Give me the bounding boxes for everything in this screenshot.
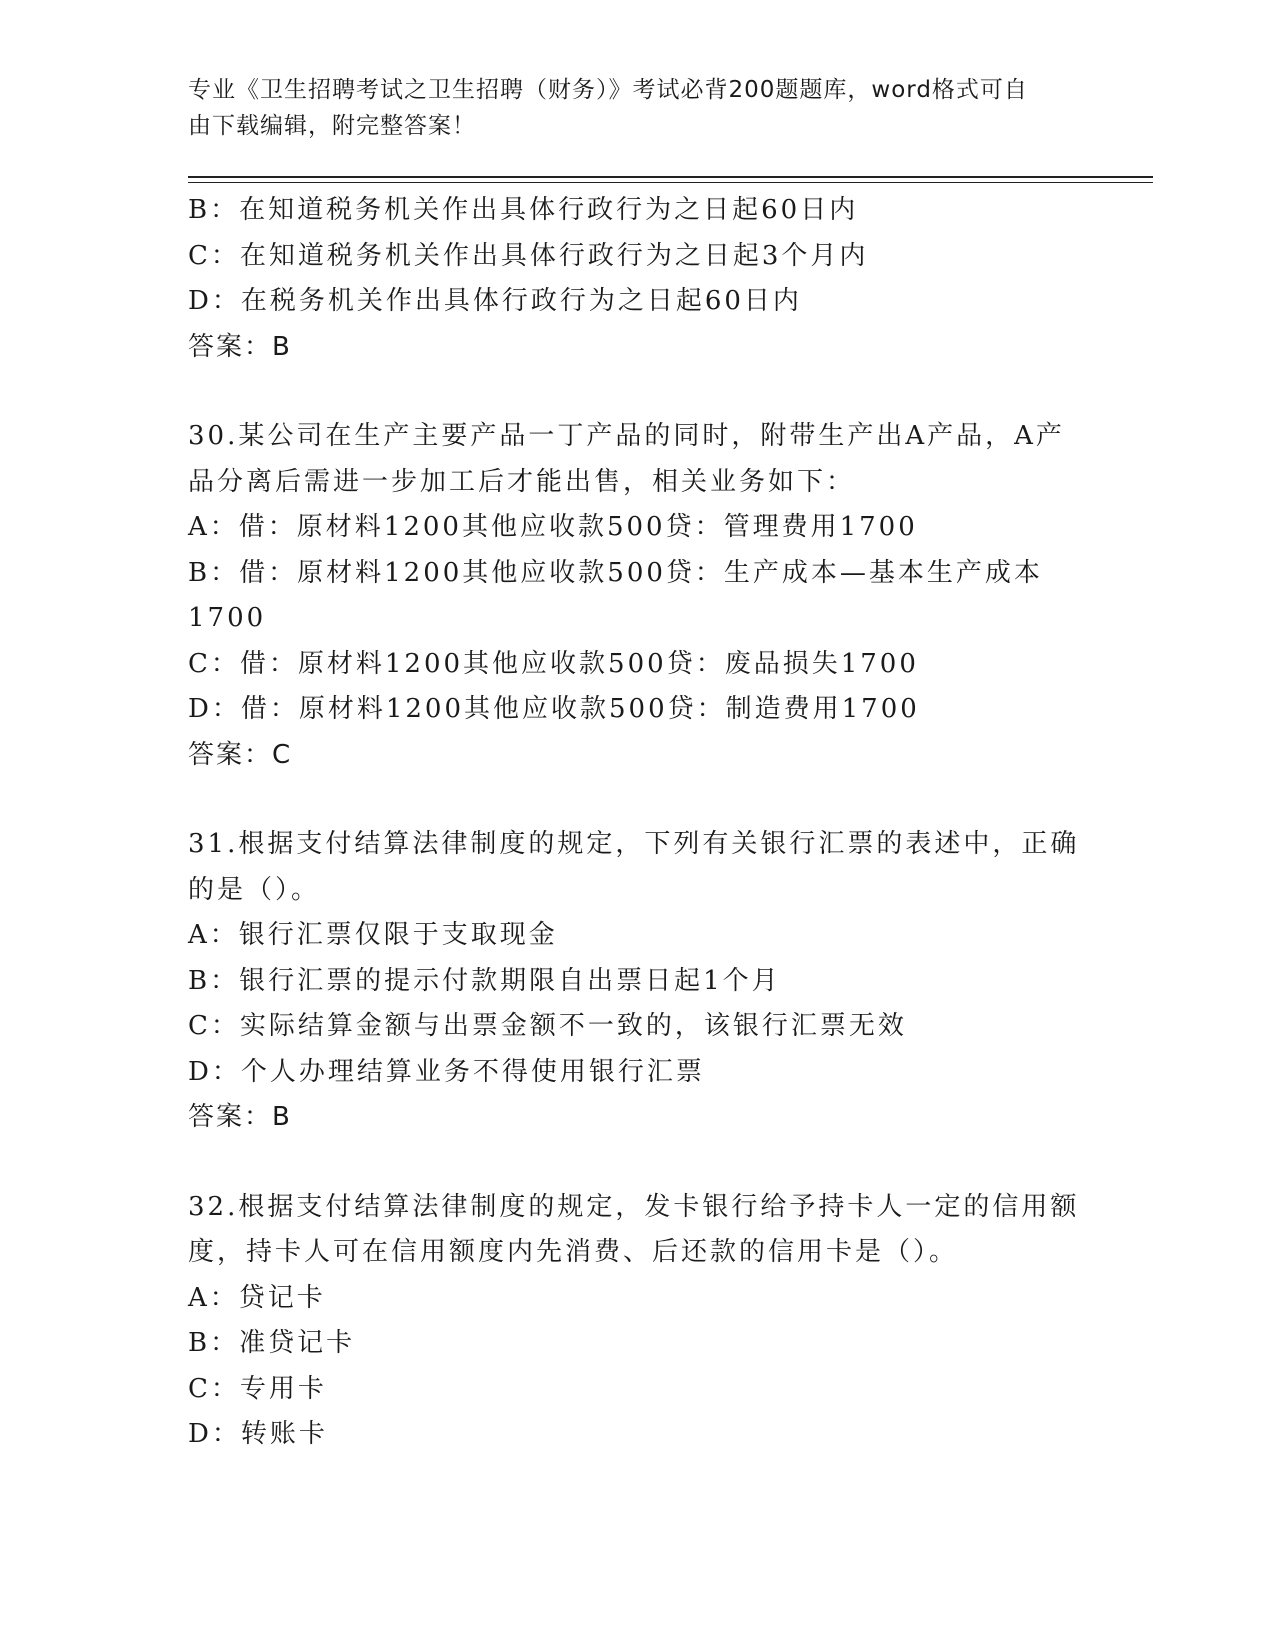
question-stem-continued: 度，持卡人可在信用额度内先消费、后还款的信用卡是（）。 xyxy=(188,1237,959,1267)
answer-line: 答案：B xyxy=(188,331,292,362)
question-29 xyxy=(188,188,1088,370)
option-b: B：银行汇票的提示付款期限自出票日起1个月 xyxy=(188,965,781,996)
question-stem: 31.根据支付结算法律制度的规定，下列有关银行汇票的表述中，正确 xyxy=(188,829,1080,859)
option-b: B：在知道税务机关作出具体行政行为之日起60日内 xyxy=(188,195,859,225)
question-stem-continued: 的是（）。 xyxy=(188,874,321,905)
answer-line: 答案：C xyxy=(188,739,293,770)
spacer xyxy=(188,370,1088,414)
answer-line: 答案：B xyxy=(188,1102,292,1132)
question-stem: 32.根据支付结算法律制度的规定，发卡银行给予持卡人一定的信用额 xyxy=(188,1191,1080,1222)
option-d: D：转账卡 xyxy=(188,1419,328,1449)
document-header xyxy=(188,72,1068,144)
question-31 xyxy=(188,822,1088,1141)
option-a: A：银行汇票仅限于支取现金 xyxy=(188,920,558,950)
header-divider-thin xyxy=(188,182,1153,183)
option-c: C：借：原材料1200其他应收款500贷：废品损失1700 xyxy=(188,648,919,679)
option-b: B：借：原材料1200其他应收款500贷：生产成本—基本生产成本 xyxy=(188,557,1043,588)
question-list xyxy=(188,188,1088,1458)
option-d: D：借：原材料1200其他应收款500贷：制造费用1700 xyxy=(188,694,920,724)
question-32 xyxy=(188,1185,1088,1458)
option-c: C：在知道税务机关作出具体行政行为之日起3个月内 xyxy=(188,240,869,271)
option-b: B：准贷记卡 xyxy=(188,1328,356,1358)
question-30 xyxy=(188,414,1088,778)
question-stem: 30.某公司在生产主要产品一丁产品的同时，附带生产出A产品，A产 xyxy=(188,421,1065,451)
header-line-2: 由下载编辑，附完整答案！ xyxy=(188,113,476,139)
option-b-continued: 1700 xyxy=(188,603,267,633)
spacer xyxy=(188,778,1088,822)
option-c: C：专用卡 xyxy=(188,1373,327,1404)
option-a: A：贷记卡 xyxy=(188,1282,326,1313)
question-stem-continued: 品分离后需进一步加工后才能出售，相关业务如下： xyxy=(188,466,856,497)
option-d: D：个人办理结算业务不得使用银行汇票 xyxy=(188,1056,705,1087)
header-line-1: 专业《卫生招聘考试之卫生招聘（财务）》考试必背200题题库，word格式可自 xyxy=(188,77,1028,103)
option-c: C：实际结算金额与出票金额不一致的，该银行汇票无效 xyxy=(188,1011,907,1041)
option-d: D：在税务机关作出具体行政行为之日起60日内 xyxy=(188,286,802,316)
option-a: A：借：原材料1200其他应收款500贷：管理费用1700 xyxy=(188,512,918,542)
header-divider-thick xyxy=(188,176,1153,178)
spacer xyxy=(188,1141,1088,1185)
